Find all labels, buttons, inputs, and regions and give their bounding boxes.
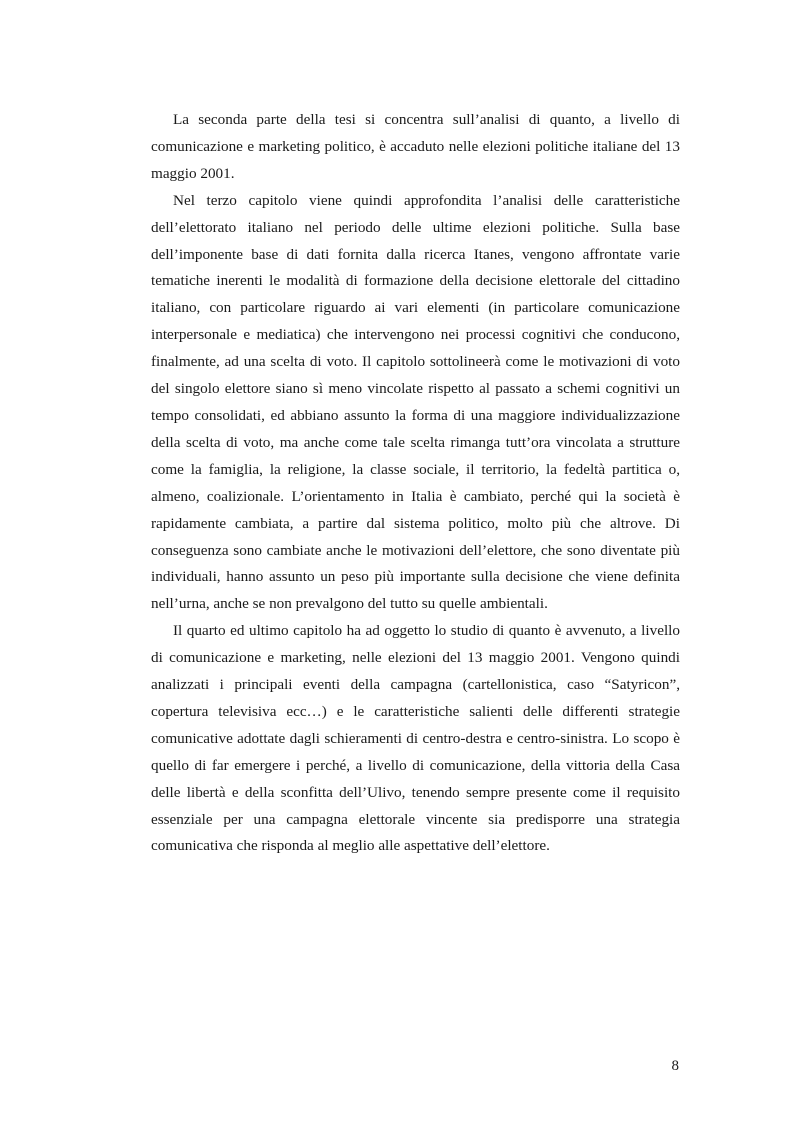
paragraph-2: Nel terzo capitolo viene quindi approfondita l’analisi delle caratteristiche dell’elettorato italiano nel periodo delle ultime elezioni politiche. Sulla base dell’imponente base di dati fornita dalla ricerca Itanes, vengono affrontate varie tematiche inerenti le modalità di formazione della decisione elettorale del cittadino italiano, con particolare riguardo ai vari elementi (in particolare comunicazione interpersonale e mediatica) che intervengono nei processi cognitivi che conducono, finalmente, ad una scelta di voto. Il capitolo sottolineerà come le motivazioni di voto del singolo elettore siano sì meno vincolate rispetto al passato a schemi cognitivi un tempo consolidati, ed abbiano assunto la forma di una maggiore individualizzazione della scelta di voto, ma anche come tale scelta rimanga tutt’ora vincolata a strutture come la famiglia, la religione, la classe sociale, il territorio, la fedeltà partitica o, almeno, coalizionale. L’orientamento in Italia è cambiato, perché qui la società è rapidamente cambiata, a partire dal sistema politico, molto più che altrove. Di conseguenza sono cambiate anche le motivazioni dell’elettore, che sono diventate più individuali, hanno assunto un peso più importante sulla decisione che viene definita nell’urna, anche se non prevalgono del tutto su quelle ambientali.: [151, 191, 680, 613]
paragraph-1: La seconda parte della tesi si concentra sull’analisi di quanto, a livello di comunicazione e marketing politico, è accaduto nelle elezioni politiche italiane del 13 maggio 2001.: [151, 111, 680, 182]
page-number: 8: [671, 1058, 679, 1074]
body-text: [151, 107, 680, 860]
paragraph-3: Il quarto ed ultimo capitolo ha ad oggetto lo studio di quanto è avvenuto, a livello di comunicazione e marketing, nelle elezioni del 13 maggio 2001. Vengono quindi analizzati i principali eventi della campagna (cartellonistica, caso “Satyricon”, copertura televisiva ecc…) e le caratteristiche salienti delle differenti strategie comunicative adottate dagli schieramenti di centro-destra e centro-sinistra. Lo scopo è quello di far emergere i perché, a livello di comunicazione, della vittoria della Casa delle libertà e della sconfitta dell’Ulivo, tenendo sempre presente come il requisito essenziale per una campagna elettorale vincente sia predisporre una strategia comunicativa che risponda al meglio alle aspettative dell’elettore.: [151, 622, 680, 855]
